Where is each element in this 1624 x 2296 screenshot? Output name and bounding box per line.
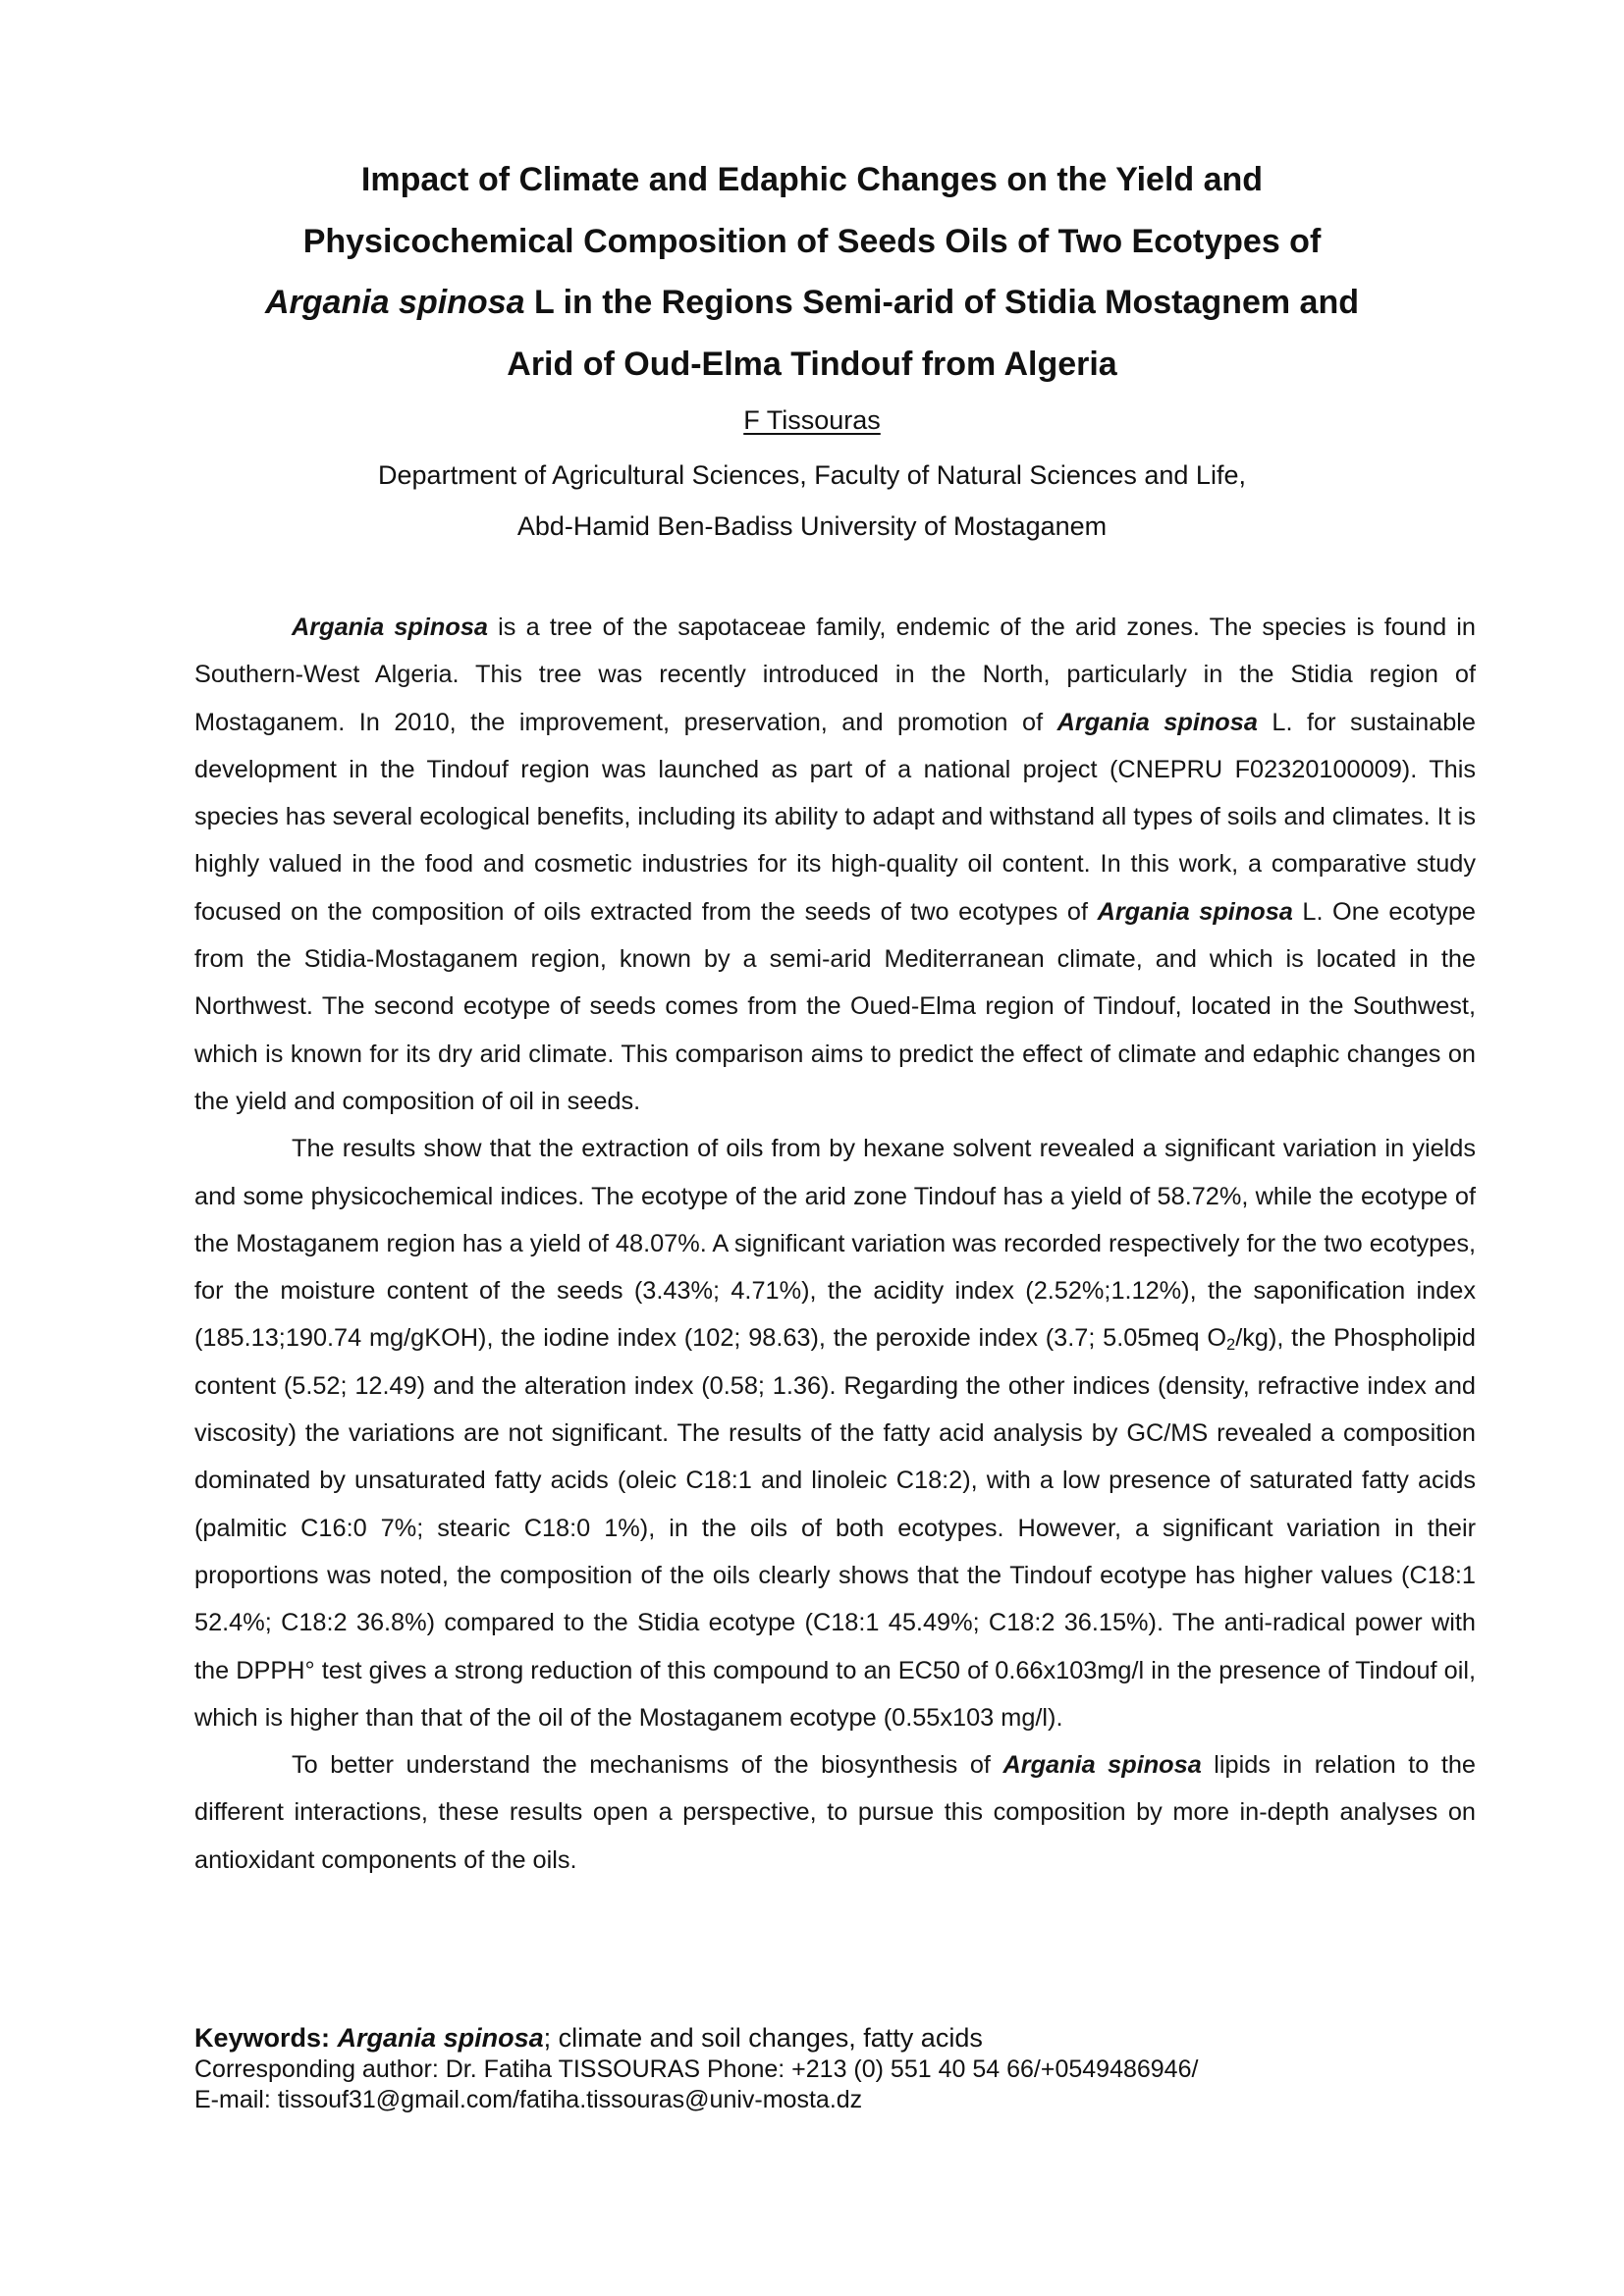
- abstract-paragraph-1: [194, 604, 1476, 1125]
- corresponding-author-line: Corresponding author: Dr. Fatiha TISSOURAS Phone: +213 (0) 551 40 54 66/+0549486946/: [194, 2056, 1199, 2083]
- keywords-text: ; climate and soil changes, fatty acids: [543, 2023, 983, 2053]
- subscript: 2: [1226, 1336, 1236, 1355]
- paragraph-text: L. One ecotype from the Stidia-Mostaganem region, known by a semi-arid Mediterranean climate, and which is located in the Northwest. The second ecotype of seeds comes from the Oued-Elma region of Tindouf, located in the Southwest, which is known for its dry arid climate. This comparison aims to predict the effect of climate and edaphic changes on the yield and composition of oil in seeds.: [194, 897, 1476, 1115]
- species-name: Argania spinosa: [292, 614, 488, 641]
- title-line-1: Impact of Climate and Edaphic Changes on the Yield and: [360, 161, 1264, 198]
- title-line-4: Arid of Oud-Elma Tindouf from Algeria: [507, 345, 1117, 383]
- keywords: [194, 2022, 983, 2054]
- title-line-2: Physicochemical Composition of Seeds Oils of Two Ecotypes of: [302, 222, 1322, 260]
- species-name: Argania spinosa: [1056, 708, 1258, 736]
- author-line: [0, 400, 1624, 440]
- paragraph-text: The results show that the extraction of oils from by hexane solvent revealed a significant variation in yields and some physicochemical indices. The ecotype of the arid zone Tindouf has a yield of 58.72%, while the ecotype of the Mostaganem region has a yield of 48.07%. A significant variation was recorded respectively for the two ecotypes, for the moisture content of the seeds (3.43%; 4.71%), the acidity index (2.52%;1.12%), the saponification index (185.13;190.74 mg/gKOH), the iodine index (102; 98.63), the peroxide index (3.7; 5.05meq O: [194, 1135, 1476, 1353]
- keywords-species: Argania spinosa: [337, 2023, 544, 2053]
- paragraph-text: /kg), the Phospholipid content (5.52; 12.49) and the alteration index (0.58; 1.36). Regarding the other indices (density, refractive index and viscosity) the variations are not significant. The results of the fatty acid analysis by GC/MS revealed a composition dominated by unsaturated fatty acids (oleic C18:1 and linoleic C18:2), with a low presence of saturated fatty acids (palmitic C16:0 7%; stearic C18:0 1%), in the oils of both ecotypes. However, a significant variation in their proportions was noted, the composition of the oils clearly shows that the Tindouf ecotype has higher values (C18:1 52.4%; C18:2 36.8%) compared to the Stidia ecotype (C18:1 45.49%; C18:2 36.15%). The anti-radical power with the DPPH° test gives a strong reduction of this compound to an EC50 of 0.66x103mg/l in the presence of Tindouf oil, which is higher than that of the oil of the Mostaganem ecotype (0.55x103 mg/l).: [194, 1324, 1476, 1732]
- paragraph-text: is a tree of the sapotaceae family, endemic of the arid zones. The species is found in Southern-West Algeria. This tree was recently introduced in the North, particularly in the Stidia region of Mostaganem. In 2010, the improvement, preservation, and promotion of: [194, 614, 1477, 736]
- author-name: F Tissouras: [743, 405, 881, 435]
- paper-title: [147, 149, 1477, 395]
- abstract-paragraph-3: [194, 1741, 1476, 1884]
- abstract-body: [194, 604, 1476, 1884]
- species-name: Argania spinosa: [1097, 897, 1293, 926]
- title-line-3-text: L in the Regions Semi-arid of Stidia Mostagnem and: [524, 284, 1359, 321]
- corresponding-author: [194, 2055, 1198, 2115]
- affiliation-line-2: Abd-Hamid Ben-Badiss University of Mostaganem: [516, 511, 1108, 541]
- paragraph-text: L. for sustainable development in the Tindouf region was launched as part of a national project (CNEPRU F02320100009). This species has several ecological benefits, including its ability to adapt and withstand all types of soils and climates. It is highly valued in the food and cosmetic industries for its high-quality oil content. In this work, a comparative study focused on the composition of oils extracted from the seeds of two ecotypes of: [194, 708, 1476, 926]
- affiliation: [0, 450, 1624, 552]
- species-name: Argania spinosa: [1002, 1751, 1202, 1780]
- email-line: E-mail: tissouf31@gmail.com/fatiha.tissouras@univ-mosta.dz: [194, 2086, 863, 2113]
- title-species-name: Argania spinosa: [265, 284, 525, 321]
- abstract-paragraph-2: [194, 1125, 1476, 1741]
- affiliation-line-1: Department of Agricultural Sciences, Faculty of Natural Sciences and Life,: [378, 460, 1246, 490]
- paragraph-text: To better understand the mechanisms of the biosynthesis of: [292, 1751, 1003, 1780]
- title-line-3: [147, 272, 1477, 334]
- paragraph-text: lipids in relation to the different interactions, these results open a perspective, to pursue this composition by more in-depth analyses on antioxidant components of the oils.: [194, 1751, 1476, 1874]
- keywords-label: Keywords:: [194, 2023, 338, 2053]
